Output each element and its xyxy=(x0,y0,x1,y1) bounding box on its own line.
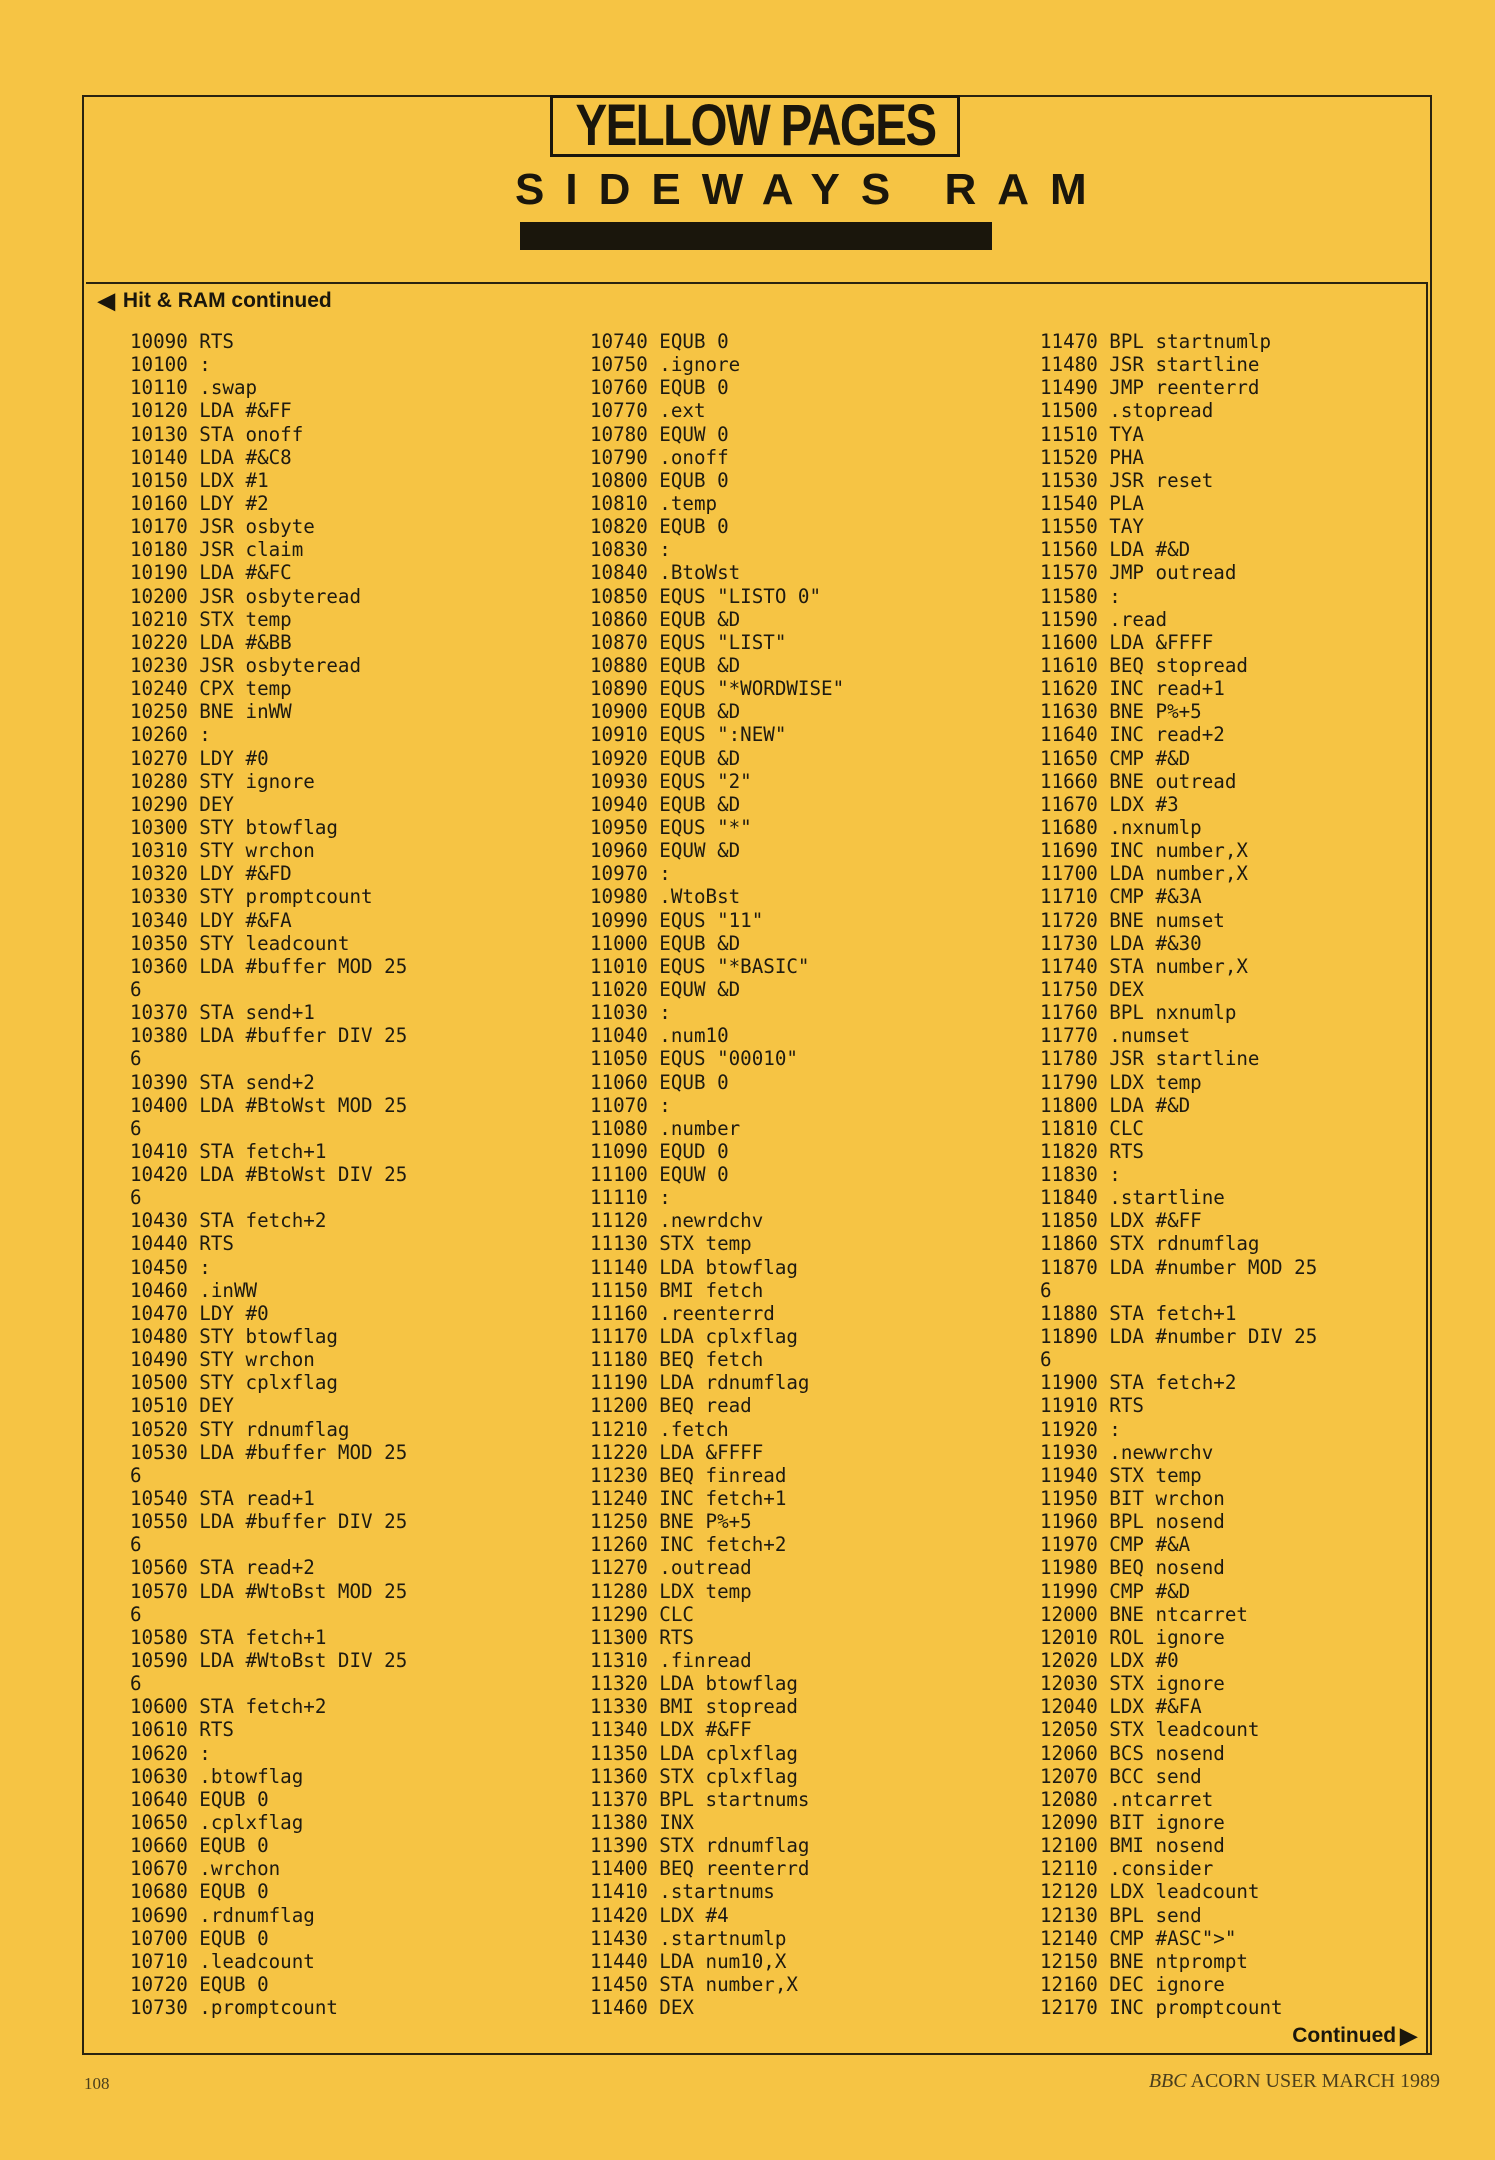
code-line: 12030 STX ignore xyxy=(1040,1672,1225,1696)
code-line: 10200 JSR osbyteread xyxy=(130,584,362,608)
code-line: 6 xyxy=(130,1047,142,1071)
code-line: 11000 EQUB &D xyxy=(590,931,741,955)
code-line: 11660 BNE outread xyxy=(1040,769,1237,793)
code-line: 11310 .finread xyxy=(590,1649,752,1673)
code-line: 11080 .number xyxy=(590,1116,741,1140)
code-line: 11620 INC read+1 xyxy=(1040,677,1225,701)
code-line: 11860 STX rdnumflag xyxy=(1040,1232,1260,1256)
code-line: 10540 STA read+1 xyxy=(130,1487,315,1511)
code-line: 10350 STY leadcount xyxy=(130,931,350,955)
code-line: 12010 ROL ignore xyxy=(1040,1625,1225,1649)
code-line: 11280 LDX temp xyxy=(590,1579,752,1603)
code-line: 11170 LDA cplxflag xyxy=(590,1325,798,1349)
code-line: 11420 LDX #4 xyxy=(590,1903,729,1927)
code-line: 11870 LDA #number MOD 25 xyxy=(1040,1255,1318,1279)
code-line: 11710 CMP #&3A xyxy=(1040,885,1202,909)
code-line: 6 xyxy=(1040,1278,1052,1302)
triangle-left-icon: ◀ xyxy=(98,288,115,313)
code-line: 12020 LDX #0 xyxy=(1040,1649,1179,1673)
code-line: 10810 .temp xyxy=(590,491,718,515)
code-line: 10950 EQUS "*" xyxy=(590,815,752,839)
code-line: 11240 INC fetch+1 xyxy=(590,1487,787,1511)
code-line: 11130 STX temp xyxy=(590,1232,752,1256)
code-line: 11450 STA number,X xyxy=(590,1972,798,1996)
code-line: 11020 EQUW &D xyxy=(590,977,741,1001)
code-line: 12050 STX leadcount xyxy=(1040,1718,1260,1742)
code-line: 11090 EQUD 0 xyxy=(590,1139,729,1163)
listing-column-3 xyxy=(1040,330,1480,2019)
code-line: 10790 .onoff xyxy=(590,445,729,469)
code-line: 10220 LDA #&BB xyxy=(130,630,292,654)
code-line: 10470 LDY #0 xyxy=(130,1301,269,1325)
code-line: 10250 BNE inWW xyxy=(130,700,292,724)
code-line: 11600 LDA &FFFF xyxy=(1040,630,1214,654)
code-line: 11180 BEQ fetch xyxy=(590,1348,764,1372)
code-line: 11300 RTS xyxy=(590,1625,694,1649)
code-line: 10170 JSR osbyte xyxy=(130,515,315,539)
code-line: 10500 STY cplxflag xyxy=(130,1371,338,1395)
code-line: 11230 BEQ finread xyxy=(590,1463,787,1487)
code-line: 11650 CMP #&D xyxy=(1040,746,1191,770)
code-line: 10880 EQUB &D xyxy=(590,653,741,677)
code-line: 10230 JSR osbyteread xyxy=(130,653,362,677)
code-line: 11350 LDA cplxflag xyxy=(590,1741,798,1765)
code-line: 12150 BNE ntprompt xyxy=(1040,1949,1248,1973)
code-line: 10390 STA send+2 xyxy=(130,1070,315,1094)
code-line: 10910 EQUS ":NEW" xyxy=(590,723,787,747)
triangle-right-icon: ▶ xyxy=(1400,2023,1417,2048)
code-line: 10610 RTS xyxy=(130,1718,234,1742)
code-line: 10800 EQUB 0 xyxy=(590,468,729,492)
code-line: 11220 LDA &FFFF xyxy=(590,1440,764,1464)
code-line: 10380 LDA #buffer DIV 25 xyxy=(130,1024,408,1048)
code-line: 12130 BPL send xyxy=(1040,1903,1202,1927)
code-line: 11730 LDA #&30 xyxy=(1040,931,1202,955)
code-line: 11050 EQUS "00010" xyxy=(590,1047,798,1071)
code-line: 6 xyxy=(1040,1348,1052,1372)
code-line: 11510 TYA xyxy=(1040,422,1144,446)
code-line: 10110 .swap xyxy=(130,376,258,400)
code-line: 11360 STX cplxflag xyxy=(590,1764,798,1788)
code-line: 10370 STA send+1 xyxy=(130,1001,315,1025)
code-line: 11210 .fetch xyxy=(590,1417,729,1441)
code-line: 11590 .read xyxy=(1040,607,1168,631)
code-line: 11270 .outread xyxy=(590,1556,752,1580)
code-line: 10240 CPX temp xyxy=(130,677,292,701)
code-line: 12120 LDX leadcount xyxy=(1040,1880,1260,1904)
code-line: 10120 LDA #&FF xyxy=(130,399,292,423)
code-line: 11380 INX xyxy=(590,1811,694,1834)
code-line: 11110 : xyxy=(590,1186,671,1210)
code-line: 6 xyxy=(130,977,142,1001)
code-line: 11960 BPL nosend xyxy=(1040,1510,1225,1534)
code-line: 11290 CLC xyxy=(590,1602,694,1626)
code-line: 10640 EQUB 0 xyxy=(130,1787,269,1811)
code-line: 11430 .startnumlp xyxy=(590,1926,787,1950)
code-line: 11630 BNE P%+5 xyxy=(1040,700,1202,724)
code-line: 11670 LDX #3 xyxy=(1040,792,1179,816)
code-line: 11610 BEQ stopread xyxy=(1040,653,1248,677)
code-line: 11800 LDA #&D xyxy=(1040,1093,1191,1117)
code-line: 10090 RTS xyxy=(130,330,234,353)
code-line: 11010 EQUS "*BASIC" xyxy=(590,954,810,978)
code-line: 10960 EQUW &D xyxy=(590,839,741,863)
code-line: 10940 EQUB &D xyxy=(590,792,741,816)
code-line: 12170 INC promptcount xyxy=(1040,1996,1283,2020)
page-title: YELLOW PAGES xyxy=(575,93,935,158)
listing-column-2 xyxy=(590,330,1030,2019)
code-line: 11570 JMP outread xyxy=(1040,561,1237,585)
code-line: 10700 EQUB 0 xyxy=(130,1926,269,1950)
code-line: 12140 CMP #ASC">" xyxy=(1040,1926,1237,1950)
code-line: 11920 : xyxy=(1040,1417,1121,1441)
listing-column-1 xyxy=(130,330,570,2019)
code-line: 11750 DEX xyxy=(1040,977,1144,1001)
code-line: 11030 : xyxy=(590,1001,671,1025)
code-line: 10510 DEY xyxy=(130,1394,234,1418)
code-line: 11340 LDX #&FF xyxy=(590,1718,752,1742)
code-line: 10890 EQUS "*WORDWISE" xyxy=(590,677,845,701)
code-line: 12040 LDX #&FA xyxy=(1040,1695,1202,1719)
code-line: 12060 BCS nosend xyxy=(1040,1741,1225,1765)
code-line: 11400 BEQ reenterrd xyxy=(590,1857,810,1881)
code-line: 10920 EQUB &D xyxy=(590,746,741,770)
title-box xyxy=(550,95,960,157)
code-line: 10770 .ext xyxy=(590,399,706,423)
code-line: 10460 .inWW xyxy=(130,1278,258,1302)
code-line: 11520 PHA xyxy=(1040,445,1144,469)
magazine-brand: BBC xyxy=(1148,2070,1187,2092)
code-line: 11140 LDA btowflag xyxy=(590,1255,798,1279)
code-line: 10280 STY ignore xyxy=(130,769,315,793)
code-line: 11190 LDA rdnumflag xyxy=(590,1371,810,1395)
code-line: 11840 .startline xyxy=(1040,1186,1225,1210)
code-line: 11990 CMP #&D xyxy=(1040,1579,1191,1603)
title-underline-bar xyxy=(520,222,992,250)
code-line: 10670 .wrchon xyxy=(130,1857,281,1881)
code-line: 11470 BPL startnumlp xyxy=(1040,330,1272,353)
code-line: 10340 LDY #&FA xyxy=(130,908,292,932)
code-line: 10210 STX temp xyxy=(130,607,292,631)
code-line: 10420 LDA #BtoWst DIV 25 xyxy=(130,1163,408,1187)
code-line: 10450 : xyxy=(130,1255,211,1279)
magazine-credit xyxy=(1149,2070,1440,2093)
code-line: 10990 EQUS "11" xyxy=(590,908,764,932)
code-line: 10440 RTS xyxy=(130,1232,234,1256)
code-line: 10590 LDA #WtoBst DIV 25 xyxy=(130,1649,408,1673)
code-line: 12080 .ntcarret xyxy=(1040,1787,1214,1811)
code-line: 10260 : xyxy=(130,723,211,747)
code-line: 11120 .newrdchv xyxy=(590,1209,764,1233)
code-line: 10400 LDA #BtoWst MOD 25 xyxy=(130,1093,408,1117)
code-line: 10140 LDA #&C8 xyxy=(130,445,292,469)
continued-footer-label: Continued xyxy=(1292,2024,1397,2047)
code-line: 11780 JSR startline xyxy=(1040,1047,1260,1071)
code-line: 11770 .numset xyxy=(1040,1024,1191,1048)
code-line: 10620 : xyxy=(130,1741,211,1765)
code-line: 11500 .stopread xyxy=(1040,399,1214,423)
code-line: 10900 EQUB &D xyxy=(590,700,741,724)
code-line: 11820 RTS xyxy=(1040,1139,1144,1163)
code-line: 12110 .consider xyxy=(1040,1857,1214,1881)
code-line: 12070 BCC send xyxy=(1040,1764,1202,1788)
code-line: 10840 .BtoWst xyxy=(590,561,741,585)
code-line: 11540 PLA xyxy=(1040,491,1144,515)
code-line: 11580 : xyxy=(1040,584,1121,608)
code-line: 11880 STA fetch+1 xyxy=(1040,1301,1237,1325)
code-line: 11940 STX temp xyxy=(1040,1463,1202,1487)
code-line: 11900 STA fetch+2 xyxy=(1040,1371,1237,1395)
code-line: 10150 LDX #1 xyxy=(130,468,269,492)
code-line: 11720 BNE numset xyxy=(1040,908,1225,932)
code-line: 6 xyxy=(130,1602,142,1626)
code-line: 11850 LDX #&FF xyxy=(1040,1209,1202,1233)
code-line: 10270 LDY #0 xyxy=(130,746,269,770)
code-line: 10630 .btowflag xyxy=(130,1764,304,1788)
code-line: 10760 EQUB 0 xyxy=(590,376,729,400)
code-line: 10360 LDA #buffer MOD 25 xyxy=(130,954,408,978)
code-line: 6 xyxy=(130,1463,142,1487)
code-line: 10530 LDA #buffer MOD 25 xyxy=(130,1440,408,1464)
code-line: 10980 .WtoBst xyxy=(590,885,741,909)
code-line: 12160 DEC ignore xyxy=(1040,1972,1225,1996)
code-line: 10430 STA fetch+2 xyxy=(130,1209,327,1233)
code-line: 11890 LDA #number DIV 25 xyxy=(1040,1325,1318,1349)
magazine-issue: ACORN USER MARCH 1989 xyxy=(1190,2070,1440,2092)
code-line: 11550 TAY xyxy=(1040,515,1144,539)
code-line: 10930 EQUS "2" xyxy=(590,769,752,793)
code-line: 12000 BNE ntcarret xyxy=(1040,1602,1248,1626)
code-line: 11100 EQUW 0 xyxy=(590,1163,729,1187)
code-line: 10320 LDY #&FD xyxy=(130,862,292,886)
code-line: 10650 .cplxflag xyxy=(130,1811,304,1834)
code-line: 10160 LDY #2 xyxy=(130,491,269,515)
code-line: 11390 STX rdnumflag xyxy=(590,1834,810,1858)
code-line: 11370 BPL startnums xyxy=(590,1787,810,1811)
code-line: 6 xyxy=(130,1533,142,1557)
code-line: 12090 BIT ignore xyxy=(1040,1811,1225,1834)
code-line: 10680 EQUB 0 xyxy=(130,1880,269,1904)
code-line: 10860 EQUB &D xyxy=(590,607,741,631)
code-line: 10330 STY promptcount xyxy=(130,885,373,909)
code-line: 11260 INC fetch+2 xyxy=(590,1533,787,1557)
code-line: 11700 LDA number,X xyxy=(1040,862,1248,886)
code-line: 10750 .ignore xyxy=(590,353,741,377)
code-line: 11690 INC number,X xyxy=(1040,839,1248,863)
code-line: 11160 .reenterrd xyxy=(590,1301,775,1325)
code-line: 11410 .startnums xyxy=(590,1880,775,1904)
code-line: 11560 LDA #&D xyxy=(1040,538,1191,562)
code-line: 10660 EQUB 0 xyxy=(130,1834,269,1858)
code-line: 6 xyxy=(130,1116,142,1140)
code-line: 10520 STY rdnumflag xyxy=(130,1417,350,1441)
code-line: 10100 : xyxy=(130,353,211,377)
code-line: 11760 BPL nxnumlp xyxy=(1040,1001,1237,1025)
code-line: 11740 STA number,X xyxy=(1040,954,1248,978)
code-line: 11150 BMI fetch xyxy=(590,1278,764,1302)
continued-header-label: Hit & RAM continued xyxy=(122,289,332,312)
code-line: 11790 LDX temp xyxy=(1040,1070,1202,1094)
code-line: 10830 : xyxy=(590,538,671,562)
code-line: 11250 BNE P%+5 xyxy=(590,1510,752,1534)
code-line: 11950 BIT wrchon xyxy=(1040,1487,1225,1511)
code-line: 11640 INC read+2 xyxy=(1040,723,1225,747)
code-line: 11490 JMP reenterrd xyxy=(1040,376,1260,400)
code-line: 11480 JSR startline xyxy=(1040,353,1260,377)
continued-footer xyxy=(1292,2024,1417,2048)
code-line: 10740 EQUB 0 xyxy=(590,330,729,353)
code-line: 10820 EQUB 0 xyxy=(590,515,729,539)
code-line: 11320 LDA btowflag xyxy=(590,1672,798,1696)
code-line: 11060 EQUB 0 xyxy=(590,1070,729,1094)
code-line: 11530 JSR reset xyxy=(1040,468,1214,492)
code-line: 10870 EQUS "LIST" xyxy=(590,630,787,654)
code-line: 12100 BMI nosend xyxy=(1040,1834,1225,1858)
code-line: 10690 .rdnumflag xyxy=(130,1903,315,1927)
code-line: 10290 DEY xyxy=(130,792,234,816)
code-line: 10780 EQUW 0 xyxy=(590,422,729,446)
code-line: 10710 .leadcount xyxy=(130,1949,315,1973)
code-line: 6 xyxy=(130,1672,142,1696)
code-line: 11200 BEQ read xyxy=(590,1394,752,1418)
code-line: 10480 STY btowflag xyxy=(130,1325,338,1349)
code-line: 10600 STA fetch+2 xyxy=(130,1695,327,1719)
code-line: 11980 BEQ nosend xyxy=(1040,1556,1225,1580)
code-line: 11330 BMI stopread xyxy=(590,1695,798,1719)
code-line: 10580 STA fetch+1 xyxy=(130,1625,327,1649)
code-line: 11460 DEX xyxy=(590,1996,694,2020)
code-line: 6 xyxy=(130,1186,142,1210)
code-line: 10570 LDA #WtoBst MOD 25 xyxy=(130,1579,408,1603)
code-line: 10410 STA fetch+1 xyxy=(130,1139,327,1163)
page-subtitle: SIDEWAYS RAM xyxy=(515,165,1108,214)
code-line: 11040 .num10 xyxy=(590,1024,729,1048)
code-line: 10550 LDA #buffer DIV 25 xyxy=(130,1510,408,1534)
code-line: 11440 LDA num10,X xyxy=(590,1949,787,1973)
code-line: 10180 JSR claim xyxy=(130,538,304,562)
code-line: 10850 EQUS "LISTO 0" xyxy=(590,584,822,608)
code-line: 10490 STY wrchon xyxy=(130,1348,315,1372)
code-line: 11930 .newwrchv xyxy=(1040,1440,1214,1464)
continued-header xyxy=(98,286,332,316)
code-line: 11830 : xyxy=(1040,1163,1121,1187)
page-number: 108 xyxy=(84,2074,110,2093)
code-line: 11970 CMP #&A xyxy=(1040,1533,1191,1557)
code-line: 10300 STY btowflag xyxy=(130,815,338,839)
code-line: 11070 : xyxy=(590,1093,671,1117)
code-line: 10190 LDA #&FC xyxy=(130,561,292,585)
code-line: 11810 CLC xyxy=(1040,1116,1144,1140)
code-line: 10560 STA read+2 xyxy=(130,1556,315,1580)
code-line: 10720 EQUB 0 xyxy=(130,1972,269,1996)
code-line: 10130 STA onoff xyxy=(130,422,304,446)
code-line: 11910 RTS xyxy=(1040,1394,1144,1418)
code-line: 10310 STY wrchon xyxy=(130,839,315,863)
code-line: 11680 .nxnumlp xyxy=(1040,815,1202,839)
code-line: 10970 : xyxy=(590,862,671,886)
code-line: 10730 .promptcount xyxy=(130,1996,338,2020)
